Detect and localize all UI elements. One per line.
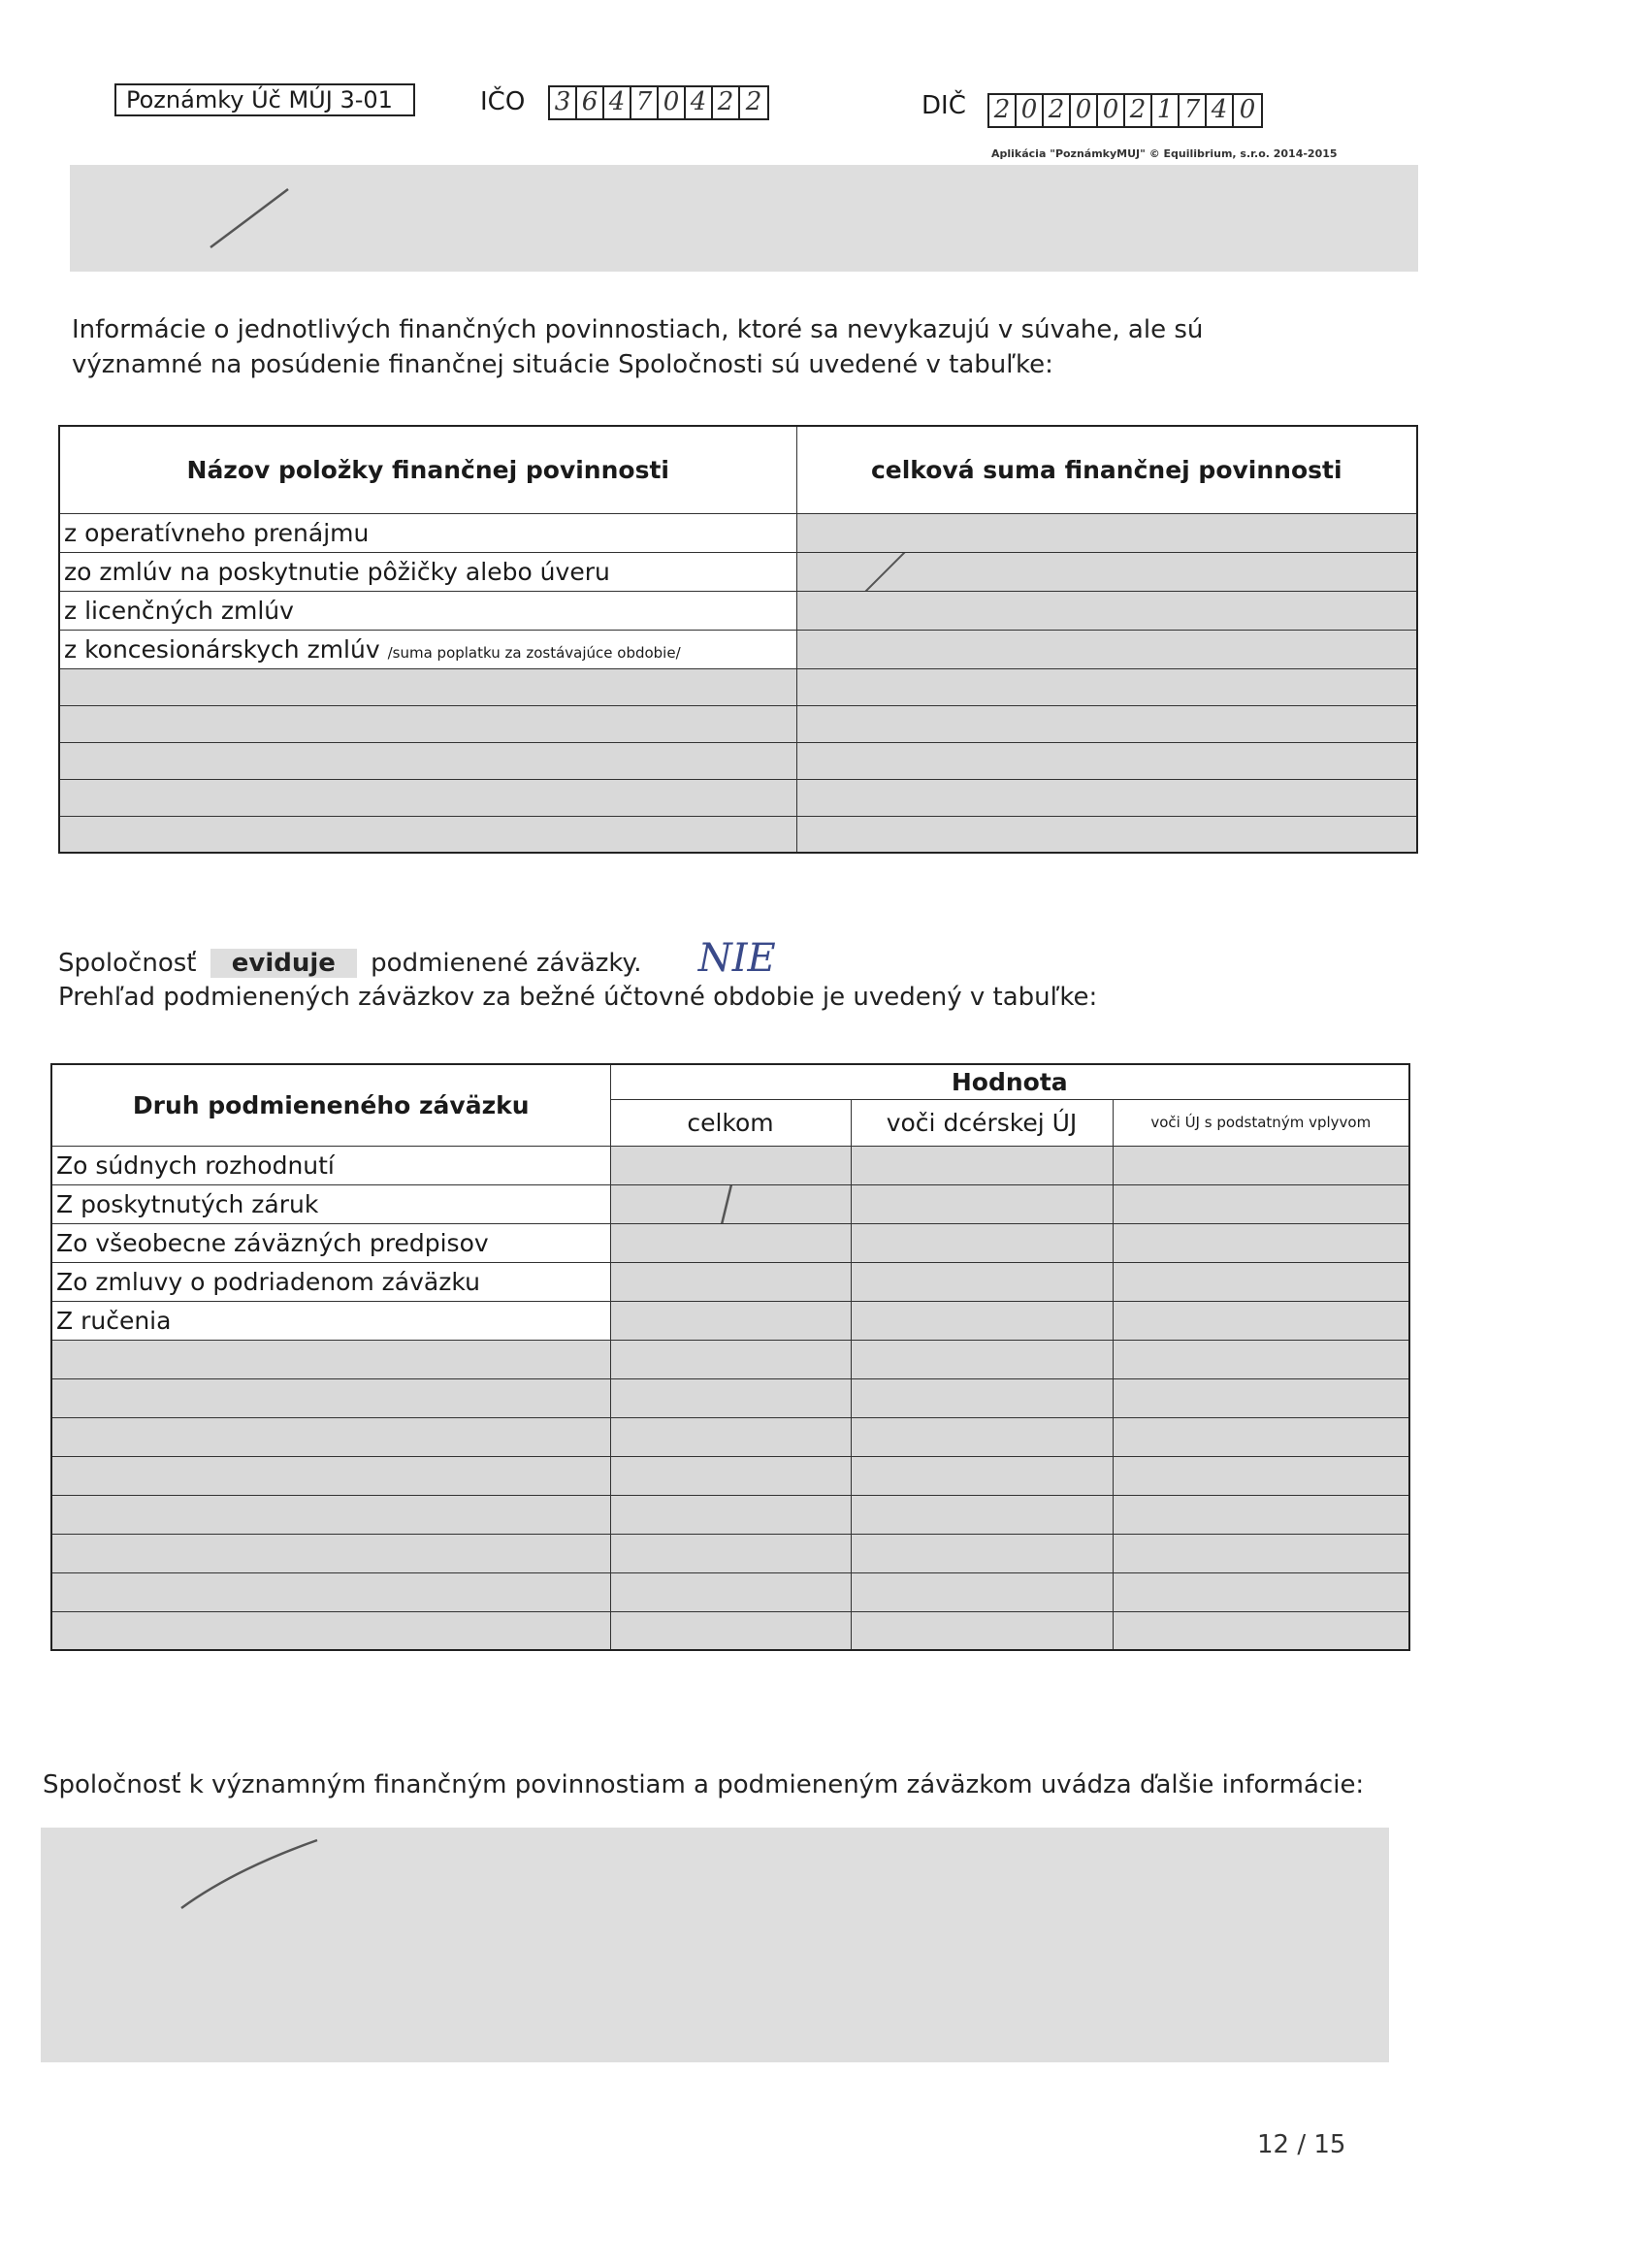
ico-digits	[548, 85, 769, 120]
col-obligation-name: Názov položky finančnej povinnosti	[59, 426, 796, 513]
liability-cell	[1113, 1301, 1409, 1340]
dic-digit: 0	[1098, 95, 1125, 126]
obligation-row-label: z operatívneho prenájmu	[59, 513, 796, 552]
dic-digit: 2	[989, 95, 1017, 126]
col-liability-kind: Druh podmieneného záväzku	[51, 1064, 610, 1146]
col-significant: voči ÚJ s podstatným vplyvom	[1113, 1099, 1409, 1146]
empty-cell	[610, 1495, 851, 1534]
empty-cell	[610, 1456, 851, 1495]
col-value: Hodnota	[610, 1064, 1409, 1099]
ico-digit: 3	[550, 87, 577, 118]
empty-cell	[796, 668, 1417, 705]
dic-digit: 2	[1044, 95, 1071, 126]
handwritten-dash	[206, 184, 293, 252]
empty-cell	[1113, 1572, 1409, 1611]
liability-cell	[610, 1262, 851, 1301]
ico-digit: 6	[577, 87, 604, 118]
liability-cell	[851, 1146, 1113, 1184]
obligation-row-value	[796, 552, 1417, 591]
empty-cell	[610, 1378, 851, 1417]
liability-row-label: Zo súdnych rozhodnutí	[51, 1146, 610, 1184]
dic-digit: 0	[1017, 95, 1044, 126]
empty-cell	[59, 779, 796, 816]
page-number: 12 / 15	[1257, 2130, 1346, 2159]
handwritten-dash	[177, 1835, 322, 1913]
liability-row-label: Zo všeobecne záväzných predpisov	[51, 1223, 610, 1262]
empty-cell	[1113, 1611, 1409, 1650]
obligation-row-value	[796, 630, 1417, 668]
empty-cell	[1113, 1417, 1409, 1456]
section1-intro: Informácie o jednotlivých finančných povinnostiach, ktoré sa nevykazujú v súvahe, ale sú významné na posúdenie finančnej situácie Spoločnosti sú uvedené v tabuľke:	[72, 315, 1204, 379]
dic-digit: 4	[1207, 95, 1234, 126]
col-obligation-sum: celková suma finančnej povinnosti	[796, 426, 1417, 513]
ico-digit: 2	[745, 87, 762, 116]
empty-cell	[610, 1611, 851, 1650]
dic-digits	[987, 93, 1263, 128]
empty-cell	[51, 1417, 610, 1456]
liability-row-label: Z poskytnutých záruk	[51, 1184, 610, 1223]
empty-cell	[796, 742, 1417, 779]
app-credit: Aplikácia "PoznámkyMUJ" © Equilibrium, s.r.o. 2014-2015	[991, 147, 1338, 160]
empty-cell	[51, 1340, 610, 1378]
empty-cell	[851, 1534, 1113, 1572]
liability-row-label: Z ručenia	[51, 1301, 610, 1340]
obligation-row-value	[796, 513, 1417, 552]
obligation-row-value	[796, 591, 1417, 630]
liability-cell	[851, 1184, 1113, 1223]
dic-digit: 7	[1180, 95, 1207, 126]
section3-intro: Spoločnosť k významným finančným povinnostiam a podmieneným záväzkom uvádza ďalšie informácie:	[43, 1770, 1365, 1799]
empty-cell	[59, 668, 796, 705]
empty-cell	[851, 1417, 1113, 1456]
empty-cell	[51, 1378, 610, 1417]
empty-cell	[59, 816, 796, 853]
empty-cell	[851, 1611, 1113, 1650]
ico-digit: 4	[686, 87, 713, 118]
dic-digit: 0	[1239, 95, 1256, 124]
col-daughter: voči dcérskej ÚJ	[851, 1099, 1113, 1146]
contingent-overview: Prehľad podmienených záväzkov za bežné účtovné obdobie je uvedený v tabuľke:	[58, 983, 1098, 1012]
empty-cell	[51, 1572, 610, 1611]
notes-area-bottom	[41, 1828, 1389, 2062]
liability-cell	[610, 1223, 851, 1262]
liability-cell	[1113, 1223, 1409, 1262]
liability-cell	[610, 1184, 851, 1223]
dic-digit: 0	[1071, 95, 1098, 126]
company-label: Spoločnosť	[58, 949, 197, 978]
empty-cell	[1113, 1456, 1409, 1495]
ico-label: IČO	[480, 87, 526, 116]
eviduje-field: eviduje	[210, 949, 357, 978]
empty-cell	[851, 1495, 1113, 1534]
form-code-box	[114, 83, 415, 116]
empty-cell	[1113, 1495, 1409, 1534]
empty-cell	[610, 1572, 851, 1611]
ico-digit: 0	[659, 87, 686, 118]
liability-cell	[851, 1301, 1113, 1340]
dic-label: DIČ	[922, 91, 966, 120]
liability-cell	[1113, 1146, 1409, 1184]
dic-digit: 1	[1152, 95, 1180, 126]
handwritten-dash	[708, 1184, 737, 1223]
empty-cell	[59, 742, 796, 779]
contingent-after: podmienené záväzky.	[371, 949, 642, 978]
financial-obligations-table	[58, 425, 1418, 854]
empty-cell	[610, 1534, 851, 1572]
liability-cell	[1113, 1262, 1409, 1301]
handwritten-dash	[856, 552, 914, 591]
empty-cell	[796, 705, 1417, 742]
liability-cell	[851, 1223, 1113, 1262]
empty-cell	[610, 1417, 851, 1456]
ico-digit: 2	[713, 87, 740, 118]
liability-cell	[610, 1301, 851, 1340]
empty-cell	[51, 1495, 610, 1534]
dic-digit: 2	[1125, 95, 1152, 126]
ico-digit: 4	[604, 87, 631, 118]
notes-area-top	[70, 165, 1418, 272]
obligation-row-note: /suma poplatku za zostávajúce obdobie/	[387, 643, 681, 662]
empty-cell	[851, 1456, 1113, 1495]
liability-row-label: Zo zmluvy o podriadenom záväzku	[51, 1262, 610, 1301]
contingent-statement	[58, 936, 776, 981]
empty-cell	[851, 1378, 1113, 1417]
form-code: Poznámky Úč MÚJ 3-01	[126, 86, 393, 113]
contingent-liabilities-table	[50, 1063, 1410, 1651]
ico-digit: 7	[631, 87, 659, 118]
empty-cell	[796, 779, 1417, 816]
liability-cell	[851, 1262, 1113, 1301]
col-total: celkom	[610, 1099, 851, 1146]
empty-cell	[1113, 1534, 1409, 1572]
obligation-row-label: z licenčných zmlúv	[59, 591, 796, 630]
obligation-row-label	[59, 630, 796, 668]
empty-cell	[1113, 1340, 1409, 1378]
liability-cell	[1113, 1184, 1409, 1223]
handwritten-answer: NIE	[697, 936, 776, 981]
empty-cell	[51, 1611, 610, 1650]
empty-cell	[851, 1572, 1113, 1611]
obligation-row-label: zo zmlúv na poskytnutie pôžičky alebo úveru	[59, 552, 796, 591]
empty-cell	[1113, 1378, 1409, 1417]
empty-cell	[59, 705, 796, 742]
empty-cell	[851, 1340, 1113, 1378]
empty-cell	[796, 816, 1417, 853]
empty-cell	[610, 1340, 851, 1378]
liability-cell	[610, 1146, 851, 1184]
empty-cell	[51, 1456, 610, 1495]
obligation-row-text: z koncesionárskych zmlúv	[64, 634, 380, 664]
empty-cell	[51, 1534, 610, 1572]
